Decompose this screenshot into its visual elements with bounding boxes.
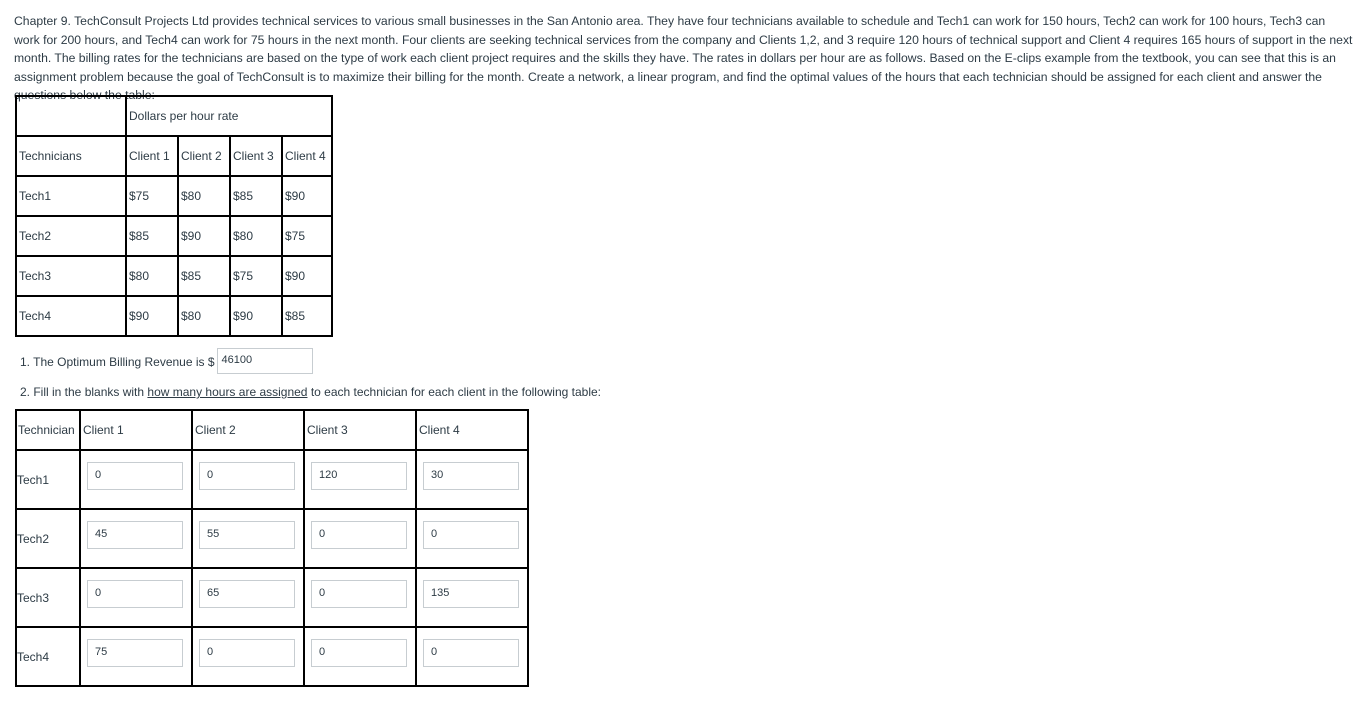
hours-col-header: Client 4 bbox=[416, 410, 528, 450]
hours-input[interactable]: 0 bbox=[311, 580, 407, 608]
hours-input[interactable]: 30 bbox=[423, 462, 519, 490]
hours-tech-label: Tech4 bbox=[16, 627, 80, 686]
rate-row bbox=[16, 216, 332, 256]
rate-cell: $90 bbox=[126, 296, 178, 336]
question-1-label: 1. The Optimum Billing Revenue is $ bbox=[20, 355, 215, 370]
rate-row bbox=[16, 296, 332, 336]
question-2-suffix: to each technician for each client in the following table: bbox=[307, 385, 601, 399]
hours-input[interactable]: 0 bbox=[87, 462, 183, 490]
rate-row bbox=[16, 256, 332, 296]
hours-col-header: Client 3 bbox=[304, 410, 416, 450]
rate-cell: $85 bbox=[230, 176, 282, 216]
hours-input[interactable]: 55 bbox=[199, 521, 295, 549]
question-2-prefix: 2. Fill in the blanks with bbox=[20, 385, 148, 399]
rate-group-header: Dollars per hour rate bbox=[126, 96, 332, 136]
rate-col-header: Client 2 bbox=[178, 136, 230, 176]
hours-row bbox=[16, 450, 528, 509]
rate-tech-label: Tech2 bbox=[16, 216, 126, 256]
hours-input[interactable]: 45 bbox=[87, 521, 183, 549]
hours-input[interactable]: 0 bbox=[87, 580, 183, 608]
hours-input[interactable]: 0 bbox=[423, 521, 519, 549]
rate-col-header: Client 3 bbox=[230, 136, 282, 176]
hours-col-header: Client 2 bbox=[192, 410, 304, 450]
hours-tech-label: Tech3 bbox=[16, 568, 80, 627]
question-1 bbox=[20, 350, 313, 376]
hours-row bbox=[16, 627, 528, 686]
hours-row-header: Technician bbox=[16, 410, 80, 450]
revenue-answer-input[interactable]: 46100 bbox=[217, 348, 313, 374]
rate-table bbox=[15, 95, 333, 337]
hours-table bbox=[15, 409, 529, 687]
hours-input[interactable]: 65 bbox=[199, 580, 295, 608]
rate-row bbox=[16, 176, 332, 216]
rate-cell: $90 bbox=[230, 296, 282, 336]
rate-cell: $90 bbox=[282, 256, 332, 296]
rate-cell: $80 bbox=[178, 176, 230, 216]
rate-tech-label: Tech1 bbox=[16, 176, 126, 216]
hours-input[interactable]: 135 bbox=[423, 580, 519, 608]
hours-input[interactable]: 0 bbox=[311, 639, 407, 667]
rate-cell: $90 bbox=[178, 216, 230, 256]
rate-row-header: Technicians bbox=[16, 136, 126, 176]
question-2-emphasis: how many hours are assigned bbox=[147, 385, 308, 399]
rate-cell: $85 bbox=[282, 296, 332, 336]
rate-cell: $80 bbox=[126, 256, 178, 296]
hours-input[interactable]: 75 bbox=[87, 639, 183, 667]
rate-cell: $85 bbox=[126, 216, 178, 256]
rate-cell: $75 bbox=[230, 256, 282, 296]
rate-cell: $75 bbox=[282, 216, 332, 256]
rate-tech-label: Tech3 bbox=[16, 256, 126, 296]
hours-col-header: Client 1 bbox=[80, 410, 192, 450]
hours-tech-label: Tech2 bbox=[16, 509, 80, 568]
rate-col-header: Client 4 bbox=[282, 136, 332, 176]
rate-cell: $80 bbox=[230, 216, 282, 256]
question-2 bbox=[20, 385, 601, 399]
hours-input[interactable]: 0 bbox=[199, 462, 295, 490]
hours-row bbox=[16, 509, 528, 568]
hours-input[interactable]: 0 bbox=[311, 521, 407, 549]
rate-cell: $80 bbox=[178, 296, 230, 336]
hours-input[interactable]: 0 bbox=[199, 639, 295, 667]
rate-cell: $90 bbox=[282, 176, 332, 216]
hours-input[interactable]: 120 bbox=[311, 462, 407, 490]
rate-table-corner-cell bbox=[16, 96, 126, 136]
hours-input[interactable]: 0 bbox=[423, 639, 519, 667]
rate-cell: $75 bbox=[126, 176, 178, 216]
problem-statement: Chapter 9. TechConsult Projects Ltd provides technical services to various small businesses in the San Antonio area. They have four technicians available to schedule and Tech1 can work for 150 hours, Tech2 can work for 100 hours, Tech3 can work for 200 hours, and Tech4 can work for 75 hours in the next month. Four clients are seeking technical services from the company and Clients 1,2, and 3 require 120 hours of technical support and Client 4 requires 165 hours of support in the next month. The billing rates for the technicians are based on the type of work each client project requires and the skills they have. The rates in dollars per hour are as follows. Based on the E-clips example from the textbook, you can see that this is an assignment problem because the goal of TechConsult is to maximize their billing for the month. Create a network, a linear program, and find the optimal values of the hours that each technician should be assigned for each client and answer the questions below the table: bbox=[14, 14, 1353, 102]
rate-col-header: Client 1 bbox=[126, 136, 178, 176]
hours-tech-label: Tech1 bbox=[16, 450, 80, 509]
rate-tech-label: Tech4 bbox=[16, 296, 126, 336]
rate-cell: $85 bbox=[178, 256, 230, 296]
hours-row bbox=[16, 568, 528, 627]
